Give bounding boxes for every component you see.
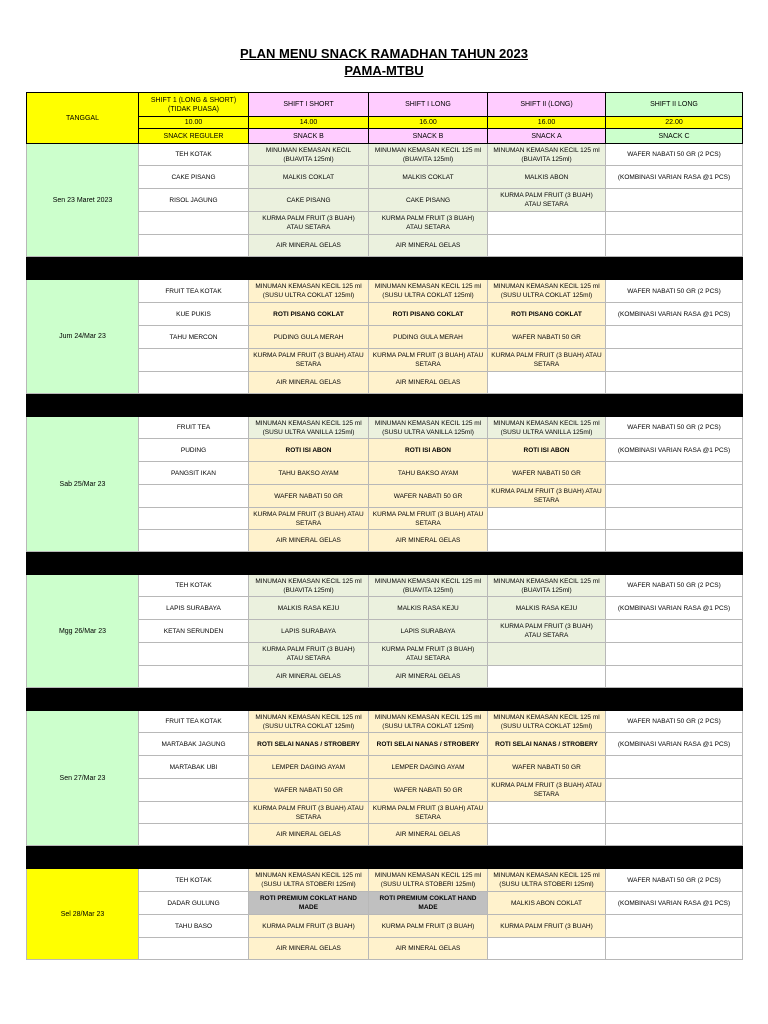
menu-cell-minuman-kemasan-kecil-125-ml-buavita-125: MINUMAN KEMASAN KECIL 125 ml (BUAVITA 125ml) [369, 575, 488, 597]
day-separator [27, 394, 743, 417]
menu-cell-roti-selai-nanas-strobery: ROTI SELAI NANAS / STROBERY [249, 733, 369, 756]
empty-cell [139, 485, 249, 508]
header-shift1-regular: SHIFT 1 (LONG & SHORT) (TIDAK PUASA) [139, 93, 249, 117]
menu-cell-minuman-kemasan-kecil-125-ml-buavita-125: MINUMAN KEMASAN KECIL 125 ml (BUAVITA 125ml) [369, 144, 488, 166]
menu-cell-roti-pisang-coklat: ROTI PISANG COKLAT [369, 303, 488, 326]
menu-cell-air-mineral-gelas: AIR MINERAL GELAS [249, 372, 369, 394]
menu-cell-kurma-palm-fruit-3-buah-atau-setara: KURMA PALM FRUIT (3 BUAH) ATAU SETARA [488, 349, 606, 372]
table-row [27, 417, 743, 439]
empty-cell [139, 666, 249, 688]
menu-cell-kurma-palm-fruit-3-buah-atau-setara: KURMA PALM FRUIT (3 BUAH) ATAU SETARA [249, 508, 369, 530]
header-shift1-short: SHIFT I SHORT [249, 93, 369, 117]
empty-cell [606, 643, 743, 666]
separator-cell [139, 394, 249, 417]
menu-cell-malkis-abon: MALKIS ABON [488, 166, 606, 189]
empty-cell [488, 666, 606, 688]
menu-cell-air-mineral-gelas: AIR MINERAL GELAS [249, 235, 369, 257]
menu-cell-wafer-nabati-50-gr: WAFER NABATI 50 GR [249, 485, 369, 508]
snack-shift1-long: SNACK B [369, 129, 488, 144]
menu-cell-minuman-kemasan-kecil-125-ml-susu-ultra-: MINUMAN KEMASAN KECIL 125 ml (SUSU ULTRA STOBERI 125ml) [488, 869, 606, 892]
empty-cell [606, 620, 743, 643]
menu-cell-minuman-kemasan-kecil-125-ml-buavita-125: MINUMAN KEMASAN KECIL 125 ml (BUAVITA 125ml) [488, 144, 606, 166]
empty-cell [488, 802, 606, 824]
menu-cell-puding: PUDING [139, 439, 249, 462]
menu-cell-minuman-kemasan-kecil-125-ml-susu-ultra-: MINUMAN KEMASAN KECIL 125 ml (SUSU ULTRA COKLAT 125ml) [249, 711, 369, 733]
separator-cell [606, 846, 743, 869]
menu-cell-kurma-palm-fruit-3-buah-atau-setara: KURMA PALM FRUIT (3 BUAH) ATAU SETARA [488, 779, 606, 802]
menu-cell-wafer-nabati-50-gr: WAFER NABATI 50 GR [488, 326, 606, 349]
separator-cell [139, 257, 249, 280]
menu-cell-teh-kotak: TEH KOTAK [139, 575, 249, 597]
menu-cell-kombinasi-varian-rasa-1-pcs: (KOMBINASI VARIAN RASA @1 PCS) [606, 597, 743, 620]
menu-cell-kurma-palm-fruit-3-buah-atau-setara: KURMA PALM FRUIT (3 BUAH) ATAU SETARA [249, 349, 369, 372]
date-cell: Sab 25/Mar 23 [27, 417, 139, 552]
separator-cell [249, 846, 369, 869]
separator-cell [27, 394, 139, 417]
menu-cell-wafer-nabati-50-gr-2-pcs: WAFER NABATI 50 GR (2 PCS) [606, 711, 743, 733]
snack-shift2-long-b: SNACK C [606, 129, 743, 144]
empty-cell [606, 349, 743, 372]
date-cell: Sel 28/Mar 23 [27, 869, 139, 960]
menu-cell-kombinasi-varian-rasa-1-pcs: (KOMBINASI VARIAN RASA @1 PCS) [606, 439, 743, 462]
menu-cell-lemper-daging-ayam: LEMPER DAGING AYAM [369, 756, 488, 779]
empty-cell [139, 212, 249, 235]
separator-cell [369, 394, 488, 417]
empty-cell [606, 802, 743, 824]
snack-shift1-short: SNACK B [249, 129, 369, 144]
menu-cell-teh-kotak: TEH KOTAK [139, 869, 249, 892]
menu-cell-malkis-coklat: MALKIS COKLAT [369, 166, 488, 189]
day-separator [27, 688, 743, 711]
empty-cell [606, 824, 743, 846]
separator-cell [488, 394, 606, 417]
time-shift2-long-b: 22.00 [606, 117, 743, 129]
menu-cell-kue-pukis: KUE PUKIS [139, 303, 249, 326]
menu-cell-minuman-kemasan-kecil-125-ml-susu-ultra-: MINUMAN KEMASAN KECIL 125 ml (SUSU ULTRA COKLAT 125ml) [488, 280, 606, 303]
time-shift2-long: 16.00 [488, 117, 606, 129]
menu-cell-lemper-daging-ayam: LEMPER DAGING AYAM [249, 756, 369, 779]
menu-cell-roti-pisang-coklat: ROTI PISANG COKLAT [488, 303, 606, 326]
empty-cell [488, 235, 606, 257]
empty-cell [606, 212, 743, 235]
header-shift2-long-b: SHIFT II LONG [606, 93, 743, 117]
separator-cell [488, 688, 606, 711]
page-title: PLAN MENU SNACK RAMADHAN TAHUN 2023 [240, 46, 528, 61]
menu-cell-kurma-palm-fruit-3-buah-atau-setara: KURMA PALM FRUIT (3 BUAH) ATAU SETARA [369, 802, 488, 824]
menu-cell-roti-premium-coklat-hand-made: ROTI PREMIUM COKLAT HAND MADE [249, 892, 369, 915]
separator-cell [27, 688, 139, 711]
menu-cell-kurma-palm-fruit-3-buah: KURMA PALM FRUIT (3 BUAH) [488, 915, 606, 938]
menu-cell-minuman-kemasan-kecil-125-ml-susu-ultra-: MINUMAN KEMASAN KECIL 125 ml (SUSU ULTRA VANILLA 125ml) [488, 417, 606, 439]
menu-cell-minuman-kemasan-kecil-125-ml-susu-ultra-: MINUMAN KEMASAN KECIL 125 ml (SUSU ULTRA COKLAT 125ml) [249, 280, 369, 303]
empty-cell [139, 508, 249, 530]
menu-cell-minuman-kemasan-kecil-125-ml-susu-ultra-: MINUMAN KEMASAN KECIL 125 ml (SUSU ULTRA COKLAT 125ml) [369, 711, 488, 733]
menu-cell-tahu-bakso-ayam: TAHU BAKSO AYAM [369, 462, 488, 485]
menu-cell-air-mineral-gelas: AIR MINERAL GELAS [249, 666, 369, 688]
menu-cell-tahu-bakso-ayam: TAHU BAKSO AYAM [249, 462, 369, 485]
empty-cell [606, 372, 743, 394]
menu-cell-malkis-coklat: MALKIS COKLAT [249, 166, 369, 189]
empty-cell [139, 643, 249, 666]
separator-cell [139, 552, 249, 575]
menu-cell-lapis-surabaya: LAPIS SURABAYA [249, 620, 369, 643]
menu-cell-dadar-gulung: DADAR GULUNG [139, 892, 249, 915]
menu-cell-kurma-palm-fruit-3-buah: KURMA PALM FRUIT (3 BUAH) [249, 915, 369, 938]
separator-cell [606, 257, 743, 280]
menu-cell-puding-gula-merah: PUDING GULA MERAH [369, 326, 488, 349]
menu-cell-roti-isi-abon: ROTI ISI ABON [488, 439, 606, 462]
menu-cell-kurma-palm-fruit-3-buah-atau-setara: KURMA PALM FRUIT (3 BUAH) ATAU SETARA [249, 643, 369, 666]
menu-cell-roti-pisang-coklat: ROTI PISANG COKLAT [249, 303, 369, 326]
menu-cell-roti-isi-abon: ROTI ISI ABON [249, 439, 369, 462]
separator-cell [369, 257, 488, 280]
separator-cell [249, 688, 369, 711]
menu-cell-air-mineral-gelas: AIR MINERAL GELAS [249, 938, 369, 960]
menu-cell-roti-selai-nanas-strobery: ROTI SELAI NANAS / STROBERY [369, 733, 488, 756]
menu-cell-kurma-palm-fruit-3-buah-atau-setara: KURMA PALM FRUIT (3 BUAH) ATAU SETARA [369, 212, 488, 235]
menu-cell-air-mineral-gelas: AIR MINERAL GELAS [369, 824, 488, 846]
date-cell: Jum 24/Mar 23 [27, 280, 139, 394]
empty-cell [606, 485, 743, 508]
empty-cell [139, 530, 249, 552]
empty-cell [606, 915, 743, 938]
menu-cell-wafer-nabati-50-gr: WAFER NABATI 50 GR [369, 779, 488, 802]
menu-cell-malkis-rasa-keju: MALKIS RASA KEJU [488, 597, 606, 620]
page-subtitle: PAMA-MTBU [344, 63, 424, 78]
table-row [27, 711, 743, 733]
menu-cell-wafer-nabati-50-gr-2-pcs: WAFER NABATI 50 GR (2 PCS) [606, 280, 743, 303]
table-row [27, 869, 743, 892]
empty-cell [488, 212, 606, 235]
menu-cell-fruit-tea-kotak: FRUIT TEA KOTAK [139, 280, 249, 303]
menu-cell-lapis-surabaya: LAPIS SURABAYA [139, 597, 249, 620]
separator-cell [249, 394, 369, 417]
menu-cell-malkis-rasa-keju: MALKIS RASA KEJU [369, 597, 488, 620]
separator-cell [488, 257, 606, 280]
empty-cell [488, 824, 606, 846]
separator-cell [139, 846, 249, 869]
menu-cell-air-mineral-gelas: AIR MINERAL GELAS [249, 824, 369, 846]
separator-cell [369, 688, 488, 711]
menu-table [26, 92, 743, 960]
menu-cell-risol-jagung: RISOL JAGUNG [139, 189, 249, 212]
menu-cell-wafer-nabati-50-gr-2-pcs: WAFER NABATI 50 GR (2 PCS) [606, 869, 743, 892]
menu-cell-puding-gula-merah: PUDING GULA MERAH [249, 326, 369, 349]
menu-cell-roti-selai-nanas-strobery: ROTI SELAI NANAS / STROBERY [488, 733, 606, 756]
menu-cell-pangsit-ikan: PANGSIT IKAN [139, 462, 249, 485]
day-separator [27, 257, 743, 280]
menu-cell-minuman-kemasan-kecil-125-ml-buavita-125: MINUMAN KEMASAN KECIL 125 ml (BUAVITA 125ml) [488, 575, 606, 597]
empty-cell [488, 508, 606, 530]
menu-cell-wafer-nabati-50-gr: WAFER NABATI 50 GR [369, 485, 488, 508]
table-row [27, 280, 743, 303]
menu-cell-minuman-kemasan-kecil-125-ml-susu-ultra-: MINUMAN KEMASAN KECIL 125 ml (SUSU ULTRA VANILLA 125ml) [369, 417, 488, 439]
menu-cell-kurma-palm-fruit-3-buah-atau-setara: KURMA PALM FRUIT (3 BUAH) ATAU SETARA [249, 212, 369, 235]
day-separator [27, 846, 743, 869]
menu-cell-martabak-jagung: MARTABAK JAGUNG [139, 733, 249, 756]
empty-cell [488, 643, 606, 666]
menu-cell-kombinasi-varian-rasa-1-pcs: (KOMBINASI VARIAN RASA @1 PCS) [606, 733, 743, 756]
menu-cell-cake-pisang: CAKE PISANG [249, 189, 369, 212]
separator-cell [249, 257, 369, 280]
menu-cell-wafer-nabati-50-gr: WAFER NABATI 50 GR [249, 779, 369, 802]
menu-cell-tahu-baso: TAHU BASO [139, 915, 249, 938]
menu-cell-malkis-rasa-keju: MALKIS RASA KEJU [249, 597, 369, 620]
menu-cell-kurma-palm-fruit-3-buah-atau-setara: KURMA PALM FRUIT (3 BUAH) ATAU SETARA [488, 485, 606, 508]
menu-cell-kurma-palm-fruit-3-buah-atau-setara: KURMA PALM FRUIT (3 BUAH) ATAU SETARA [369, 349, 488, 372]
menu-cell-minuman-kemasan-kecil-125-ml-susu-ultra-: MINUMAN KEMASAN KECIL 125 ml (SUSU ULTRA STOBERI 125ml) [369, 869, 488, 892]
empty-cell [606, 189, 743, 212]
menu-cell-minuman-kemasan-kecil-buavita-125ml: MINUMAN KEMASAN KECIL (BUAVITA 125ml) [249, 144, 369, 166]
day-separator [27, 552, 743, 575]
separator-cell [606, 552, 743, 575]
empty-cell [606, 326, 743, 349]
menu-cell-air-mineral-gelas: AIR MINERAL GELAS [369, 235, 488, 257]
empty-cell [488, 938, 606, 960]
empty-cell [606, 235, 743, 257]
date-cell: Mgg 26/Mar 23 [27, 575, 139, 688]
menu-cell-minuman-kemasan-kecil-125-ml-susu-ultra-: MINUMAN KEMASAN KECIL 125 ml (SUSU ULTRA VANILLA 125ml) [249, 417, 369, 439]
menu-cell-ketan-serunden: KETAN SERUNDEN [139, 620, 249, 643]
empty-cell [139, 235, 249, 257]
empty-cell [139, 824, 249, 846]
menu-cell-roti-premium-coklat-hand-made: ROTI PREMIUM COKLAT HAND MADE [369, 892, 488, 915]
menu-cell-air-mineral-gelas: AIR MINERAL GELAS [369, 372, 488, 394]
menu-cell-kurma-palm-fruit-3-buah-atau-setara: KURMA PALM FRUIT (3 BUAH) ATAU SETARA [249, 802, 369, 824]
empty-cell [139, 349, 249, 372]
empty-cell [139, 802, 249, 824]
menu-cell-kurma-palm-fruit-3-buah: KURMA PALM FRUIT (3 BUAH) [369, 915, 488, 938]
separator-cell [369, 846, 488, 869]
separator-cell [27, 552, 139, 575]
menu-cell-cake-pisang: CAKE PISANG [139, 166, 249, 189]
separator-cell [249, 552, 369, 575]
empty-cell [606, 756, 743, 779]
menu-cell-minuman-kemasan-kecil-125-ml-susu-ultra-: MINUMAN KEMASAN KECIL 125 ml (SUSU ULTRA STOBERI 125ml) [249, 869, 369, 892]
empty-cell [606, 666, 743, 688]
menu-cell-minuman-kemasan-kecil-125-ml-susu-ultra-: MINUMAN KEMASAN KECIL 125 ml (SUSU ULTRA COKLAT 125ml) [488, 711, 606, 733]
menu-cell-fruit-tea-kotak: FRUIT TEA KOTAK [139, 711, 249, 733]
separator-cell [369, 552, 488, 575]
menu-cell-wafer-nabati-50-gr-2-pcs: WAFER NABATI 50 GR (2 PCS) [606, 575, 743, 597]
empty-cell [139, 372, 249, 394]
menu-cell-teh-kotak: TEH KOTAK [139, 144, 249, 166]
separator-cell [606, 688, 743, 711]
menu-cell-air-mineral-gelas: AIR MINERAL GELAS [249, 530, 369, 552]
menu-cell-roti-isi-abon: ROTI ISI ABON [369, 439, 488, 462]
menu-cell-wafer-nabati-50-gr-2-pcs: WAFER NABATI 50 GR (2 PCS) [606, 417, 743, 439]
menu-cell-kurma-palm-fruit-3-buah-atau-setara: KURMA PALM FRUIT (3 BUAH) ATAU SETARA [488, 620, 606, 643]
table-row [27, 144, 743, 166]
separator-cell [27, 257, 139, 280]
menu-cell-air-mineral-gelas: AIR MINERAL GELAS [369, 530, 488, 552]
menu-cell-kombinasi-varian-rasa-1-pcs: (KOMBINASI VARIAN RASA @1 PCS) [606, 892, 743, 915]
menu-cell-malkis-abon-coklat: MALKIS ABON COKLAT [488, 892, 606, 915]
time-shift1-short: 14.00 [249, 117, 369, 129]
separator-cell [139, 688, 249, 711]
empty-cell [139, 938, 249, 960]
time-regular: 10.00 [139, 117, 249, 129]
menu-cell-kurma-palm-fruit-3-buah-atau-setara: KURMA PALM FRUIT (3 BUAH) ATAU SETARA [369, 508, 488, 530]
menu-cell-wafer-nabati-50-gr: WAFER NABATI 50 GR [488, 756, 606, 779]
snack-shift2-long: SNACK A [488, 129, 606, 144]
menu-cell-martabak-ubi: MARTABAK UBI [139, 756, 249, 779]
menu-cell-wafer-nabati-50-gr-2-pcs: WAFER NABATI 50 GR (2 PCS) [606, 144, 743, 166]
empty-cell [606, 462, 743, 485]
header-shift1-long: SHIFT I LONG [369, 93, 488, 117]
time-shift1-long: 16.00 [369, 117, 488, 129]
separator-cell [488, 552, 606, 575]
menu-cell-minuman-kemasan-kecil-125-ml-susu-ultra-: MINUMAN KEMASAN KECIL 125 ml (SUSU ULTRA COKLAT 125ml) [369, 280, 488, 303]
date-cell: Sen 23 Maret 2023 [27, 144, 139, 257]
menu-cell-air-mineral-gelas: AIR MINERAL GELAS [369, 938, 488, 960]
snack-regular: SNACK REGULER [139, 129, 249, 144]
menu-cell-kurma-palm-fruit-3-buah-atau-setara: KURMA PALM FRUIT (3 BUAH) ATAU SETARA [488, 189, 606, 212]
empty-cell [606, 530, 743, 552]
menu-cell-cake-pisang: CAKE PISANG [369, 189, 488, 212]
menu-cell-kurma-palm-fruit-3-buah-atau-setara: KURMA PALM FRUIT (3 BUAH) ATAU SETARA [369, 643, 488, 666]
menu-cell-kombinasi-varian-rasa-1-pcs: (KOMBINASI VARIAN RASA @1 PCS) [606, 303, 743, 326]
table-row [27, 575, 743, 597]
empty-cell [606, 508, 743, 530]
menu-cell-fruit-tea: FRUIT TEA [139, 417, 249, 439]
empty-cell [488, 372, 606, 394]
header-shift2-long: SHIFT II (LONG) [488, 93, 606, 117]
menu-cell-kombinasi-varian-rasa-1-pcs: (KOMBINASI VARIAN RASA @1 PCS) [606, 166, 743, 189]
separator-cell [27, 846, 139, 869]
empty-cell [606, 938, 743, 960]
empty-cell [488, 530, 606, 552]
separator-cell [488, 846, 606, 869]
menu-cell-lapis-surabaya: LAPIS SURABAYA [369, 620, 488, 643]
empty-cell [606, 779, 743, 802]
header-tanggal: TANGGAL [27, 93, 139, 144]
menu-cell-minuman-kemasan-kecil-125-ml-buavita-125: MINUMAN KEMASAN KECIL 125 ml (BUAVITA 125ml) [249, 575, 369, 597]
separator-cell [606, 394, 743, 417]
menu-cell-air-mineral-gelas: AIR MINERAL GELAS [369, 666, 488, 688]
date-cell: Sen 27/Mar 23 [27, 711, 139, 846]
empty-cell [139, 779, 249, 802]
menu-cell-wafer-nabati-50-gr: WAFER NABATI 50 GR [488, 462, 606, 485]
menu-cell-tahu-mercon: TAHU MERCON [139, 326, 249, 349]
